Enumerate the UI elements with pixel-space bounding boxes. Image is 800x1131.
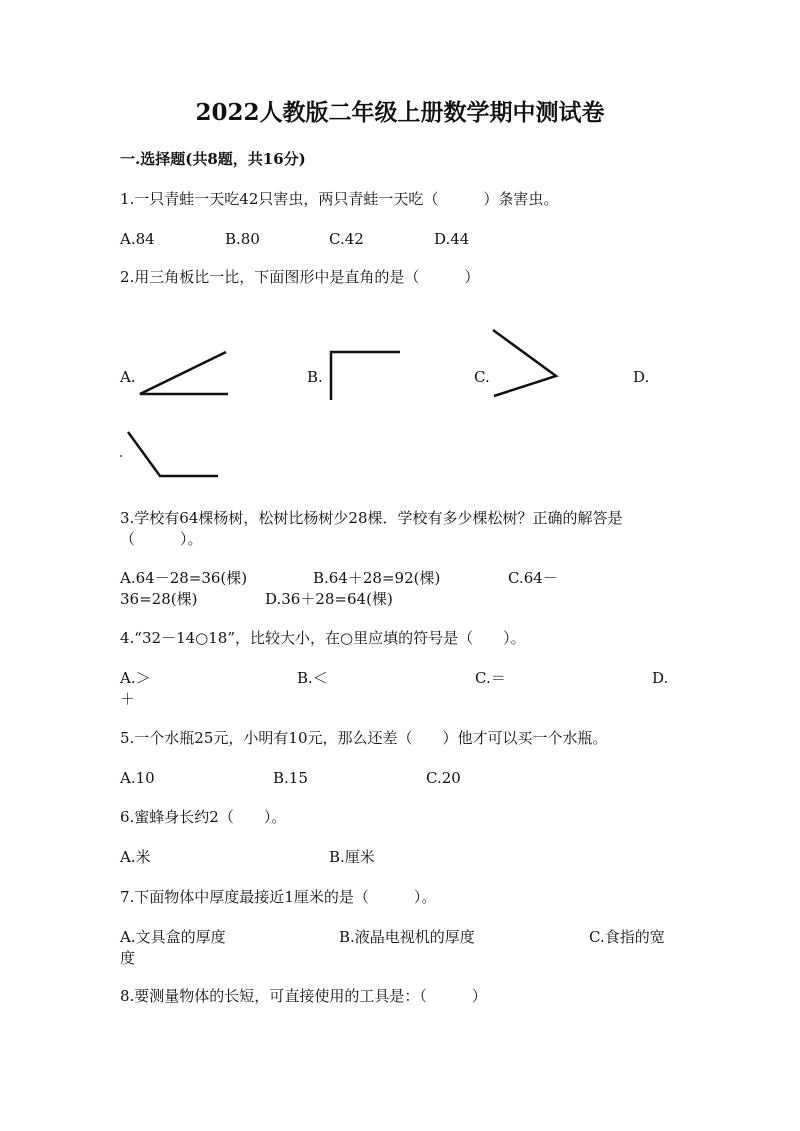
- q6-option-a: A.米: [120, 848, 151, 866]
- question-2-stem: 2.用三角板比一比，下面图形中是直角的是（ ）: [120, 268, 480, 286]
- q2-option-c: C.: [474, 368, 490, 386]
- q3-option-d: D.36＋28=64(棵): [265, 590, 393, 608]
- question-4-stem: 4.“32－14○18”，比较大小，在○里应填的符号是（ ）。: [120, 629, 526, 647]
- angle-b-figure: [331, 352, 400, 400]
- q5-option-b: B.15: [273, 769, 308, 787]
- q3-option-c: C.64－: [508, 569, 558, 587]
- question-3-stem: 3.学校有64棵杨树，松树比杨树少28棵．学校有多少棵松树？正确的解答是: [120, 509, 623, 527]
- angle-a-figure: [140, 352, 228, 394]
- q7-option-c: C.食指的宽: [589, 928, 665, 946]
- angle-c-figure: [493, 330, 556, 396]
- q4-option-d-cont: ＋: [120, 690, 136, 708]
- angle-d-figure: [128, 432, 218, 476]
- q4-option-b: B.＜: [297, 669, 328, 687]
- question-1-stem: 1.一只青蛙一天吃42只害虫，两只青蛙一天吃（ ）条害虫。: [120, 190, 559, 208]
- q1-option-c: C.42: [329, 230, 364, 248]
- scan-dot: [120, 455, 122, 457]
- q2-option-b: B.: [307, 368, 323, 386]
- q1-option-d: D.44: [434, 230, 470, 248]
- q2-option-d: D.: [633, 368, 650, 386]
- q7-option-c-cont: 度: [120, 949, 136, 967]
- page-title: 2022人教版二年级上册数学期中测试卷: [195, 99, 605, 126]
- q6-option-b: B.厘米: [329, 848, 375, 866]
- q4-option-d: D.: [652, 669, 669, 687]
- q1-option-b: B.80: [225, 230, 260, 248]
- q3-option-a: A.64－28=36(棵): [120, 569, 248, 587]
- question-8-stem: 8.要测量物体的长短，可直接使用的工具是：（ ）: [120, 987, 487, 1005]
- q3-option-c-cont: 36=28(棵): [120, 590, 198, 608]
- section-heading: 一.选择题(共8题，共16分): [120, 150, 306, 168]
- q7-option-a: A.文具盒的厚度: [120, 928, 226, 946]
- question-7-stem: 7.下面物体中厚度最接近1厘米的是（ ）。: [120, 888, 437, 906]
- question-6-stem: 6.蜜蜂身长约2（ ）。: [120, 808, 287, 826]
- q5-option-c: C.20: [426, 769, 461, 787]
- question-5-stem: 5.一个水瓶25元，小明有10元，那么还差（ ）他才可以买一个水瓶。: [120, 729, 608, 747]
- q7-option-b: B.液晶电视机的厚度: [339, 928, 475, 946]
- question-3-stem-cont: （ ）。: [120, 530, 203, 548]
- q3-option-b: B.64＋28=92(棵): [313, 569, 441, 587]
- q5-option-a: A.10: [120, 769, 155, 787]
- q2-option-a: A.: [120, 368, 136, 386]
- q4-option-c: C.＝: [475, 669, 506, 687]
- q4-option-a: A.＞: [120, 669, 151, 687]
- q1-option-a: A.84: [120, 230, 155, 248]
